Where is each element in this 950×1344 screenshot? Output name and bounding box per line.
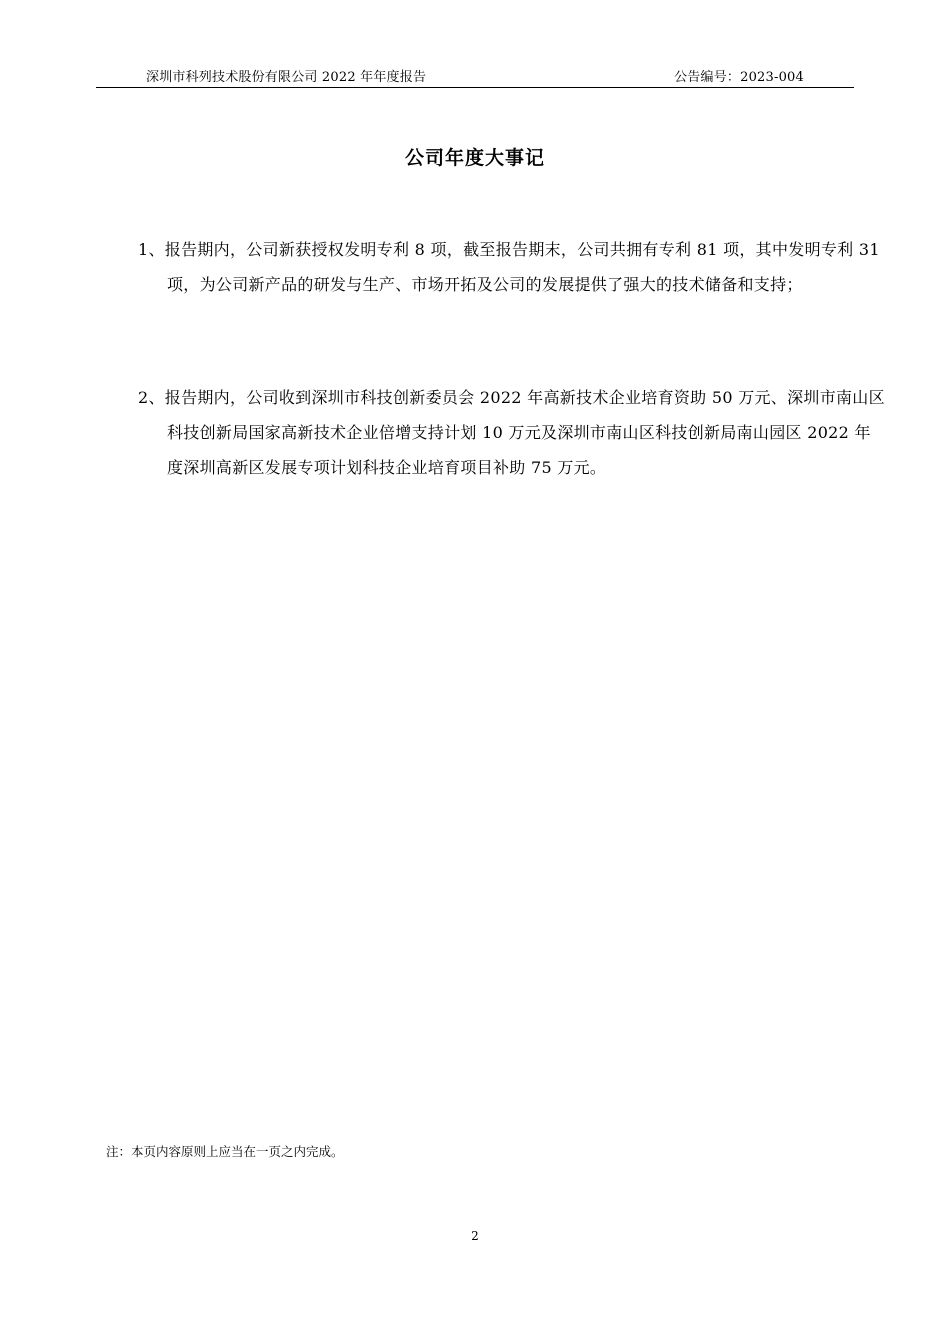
event-item-2: 2、报告期内，公司收到深圳市科技创新委员会 2022 年高新技术企业培育资助 50 万元、深圳市南山区科技创新局国家高新技术企业倍增支持计划 10 万元及深圳市南山区科技创新局南山园区 2022 年度深圳高新区发展专项计划科技企业培育项目补助 75 万元。	[138, 388, 885, 477]
page-number: 2	[471, 1229, 479, 1243]
announcement-number: 公告编号：2023-004	[674, 70, 804, 85]
footer-note: 注：本页内容原则上应当在一页之内完成。	[106, 1144, 344, 1159]
header-divider	[96, 87, 854, 88]
event-item-1: 1、报告期内，公司新获授权发明专利 8 项，截至报告期末，公司共拥有专利 81 项，其中发明专利 31 项，为公司新产品的研发与生产、市场开拓及公司的发展提供了强大的技术储备和支持；	[138, 240, 880, 294]
report-header-title: 深圳市科列技术股份有限公司 2022 年年度报告	[146, 70, 427, 85]
page-title: 公司年度大事记	[404, 147, 545, 169]
